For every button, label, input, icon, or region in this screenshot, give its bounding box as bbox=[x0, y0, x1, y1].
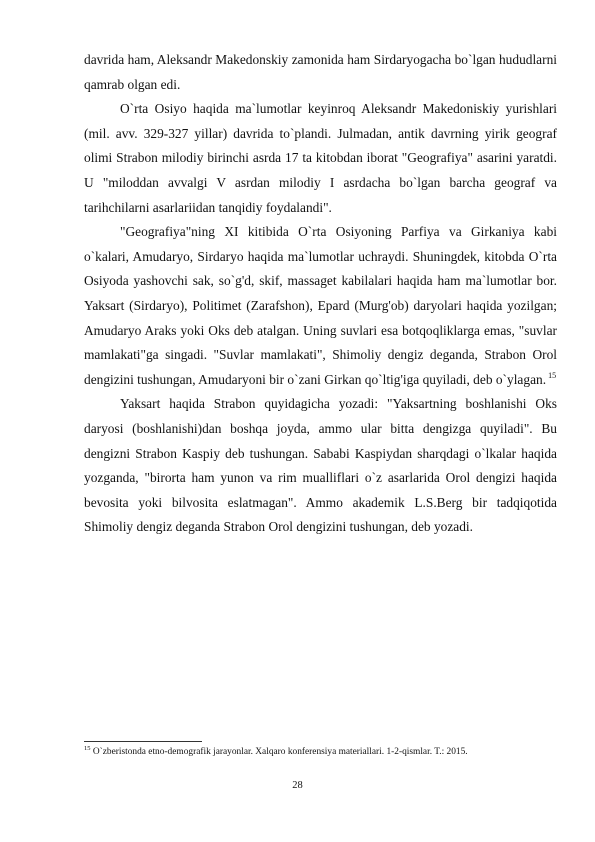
footnote-separator bbox=[84, 741, 202, 742]
paragraph-4 bbox=[84, 392, 557, 540]
paragraph-3-text: "Geografiya"ning XI kitibida O`rta Osiyoning Parfiya va Girkaniya kabi o`kalari, Amudaryo, Sirdaryo haqida ma`lumotlar uchraydi. Shuningdek, kitobda O`rta Osiyoda yashovchi sak, so`g'd, skif, massaget kabilalari haqida ham ma`lumotlar bor. Yaksart (Sirdaryo), Politimet (Zarafshon), Epard (Murg'ob) daryolari haqida yozilgan; Amudaryo Araks yoki Oks deb atalgan. Uning suvlari esa botqoqliklarga emas, "suvlar mamlakati"ga singadi. "Suvlar mamlakati", Shimoliy dengiz deganda, Strabon Orol dengizini tushungan, Amudaryoni bir o`zani Girkan qo`ltig'iga quyiladi, deb o`ylagan. bbox=[84, 224, 557, 387]
main-text bbox=[84, 48, 557, 540]
paragraph-2 bbox=[84, 97, 557, 220]
footnote bbox=[84, 746, 564, 758]
paragraph-2-text: O`rta Osiyo haqida ma`lumotlar keyinroq Aleksandr Makedoniskiy yurishlari (mil. avv. 329-327 yillar) davrida to`plandi. Julmadan, antik davrning yirik geograf olimi Strabon milodiy birinchi asrda 17 ta kitobdan iborat "Geografiya" asarini yaratdi. U "miloddan avvalgi V asrdan milodiy I asrdacha bo`lgan barcha geograf va tarihchilarni asarlariidan tanqidiy foydalandi". bbox=[84, 101, 557, 215]
footnote-reference[interactable]: 15 bbox=[548, 371, 557, 381]
paragraph-4-text: Yaksart haqida Strabon quyidagicha yozadi: "Yaksartning boshlanishi Oks daryosi (boshlanishi)dan boshqa joyda, ammo ular bitta dengizga quyiladi". Bu dengizni Strabon Kaspiy deb tushungan. Sababi Kaspiydan sharqdagi o`lkalar haqida yozganda, "birorta ham yunon va rim mualliflari o`z asarlarida Orol dengizi haqida bevosita yoki bilvosita eslatmagan". Ammo akademik L.S.Berg bir tadqiqotida Shimoliy dengiz deganda Strabon Orol dengizini tushungan, deb yozadi. bbox=[84, 396, 557, 535]
paragraph-1 bbox=[84, 48, 557, 97]
page-number: 28 bbox=[292, 780, 303, 791]
paragraph-3 bbox=[84, 220, 557, 392]
footnote-text: O`zberistonda etno-demografik jarayonlar. Xalqaro konferensiya materiallari. 1-2-qismlar. T.: 2015. bbox=[90, 747, 468, 757]
paragraph-1-text: davrida ham, Aleksandr Makedonskiy zamonida ham Sirdaryogacha bo`lgan hududlarni qamrab olgan edi. bbox=[84, 52, 557, 92]
footnote-number: 15 bbox=[84, 744, 91, 752]
